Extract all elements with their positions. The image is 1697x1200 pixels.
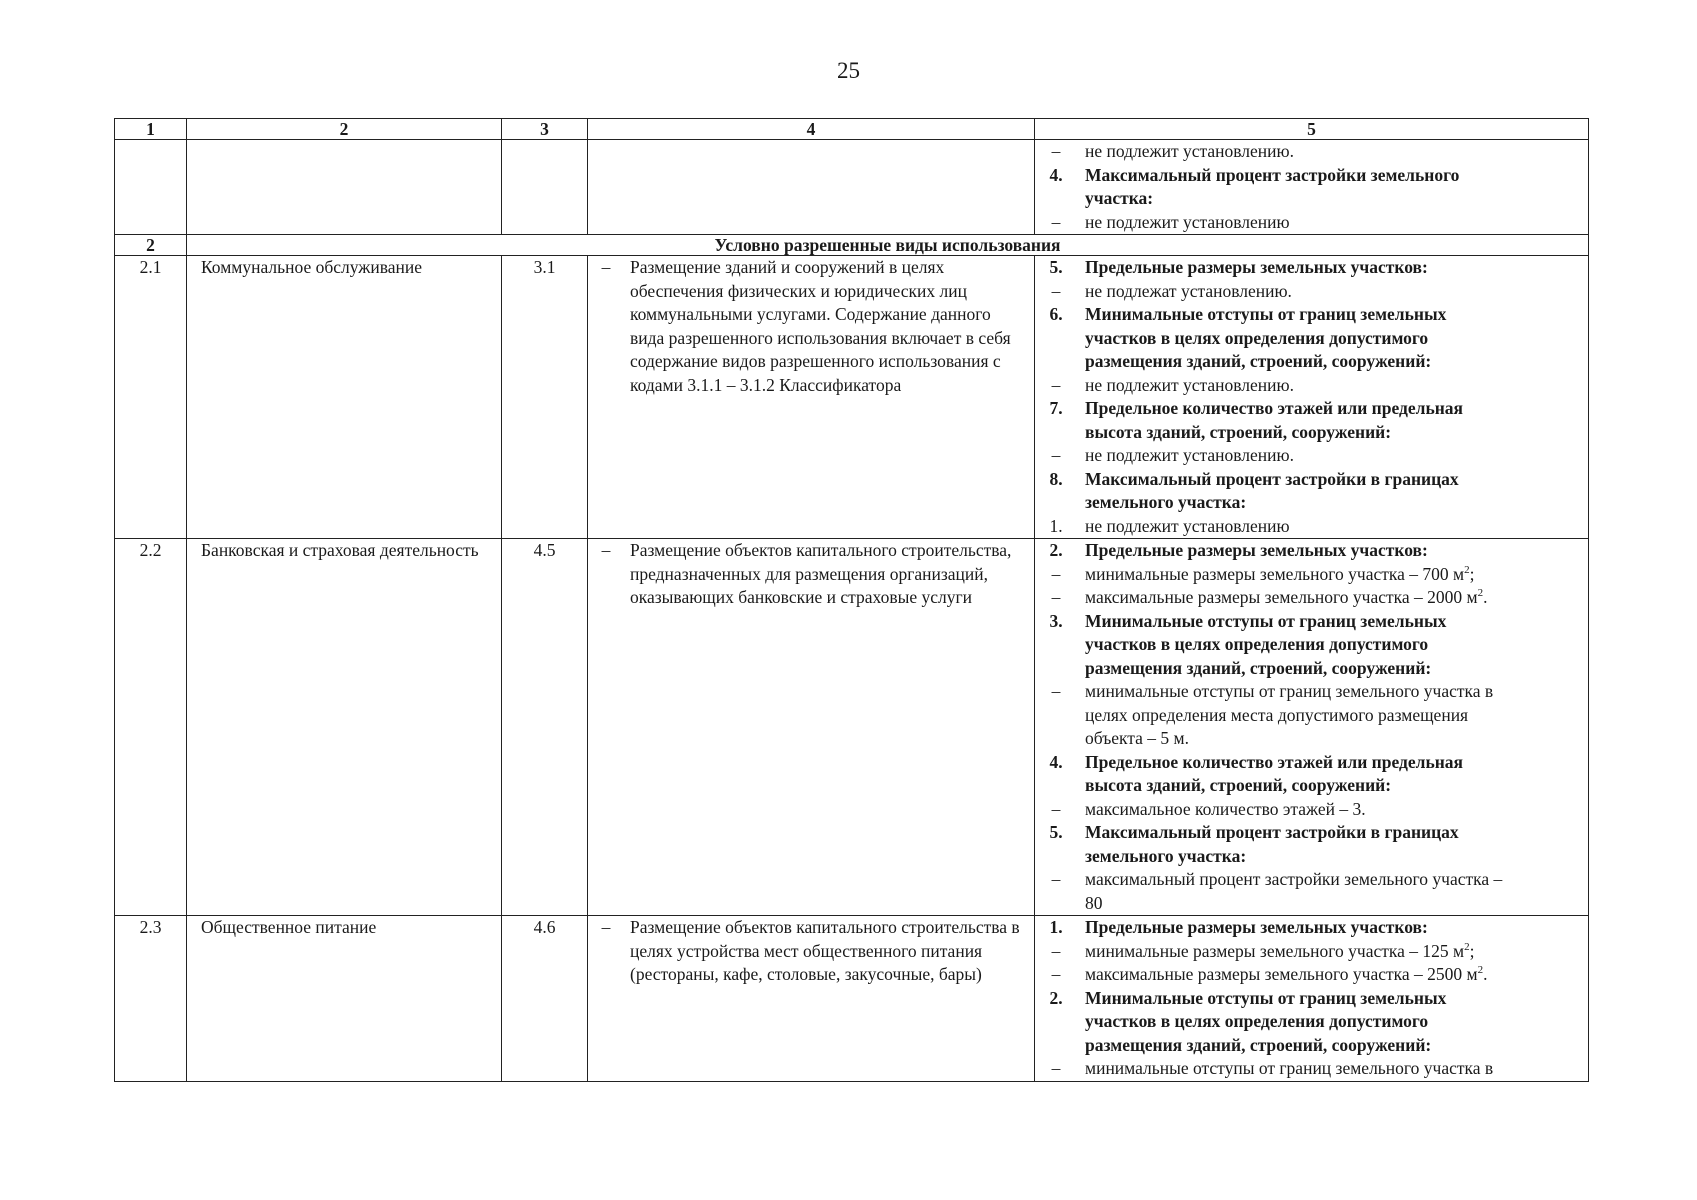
header-cell: 2 (187, 119, 502, 140)
superscript: 2 (1477, 964, 1484, 977)
use-type-name: Банковская и страховая деятельность (187, 539, 502, 916)
punctuation: ; (1469, 940, 1475, 961)
page-number: 25 (837, 58, 860, 83)
param-text: максимальные размеры земельного участка – 2000 м (1085, 587, 1478, 607)
param-line (1041, 680, 1582, 704)
header-cell: 3 (502, 119, 588, 140)
param-text: Максимальный процент застройки в границах (1085, 468, 1459, 489)
description-text: Размещение объектов капитального строительства, предназначенных для размещения организаций, оказывающих банковские и страховые услуги (630, 540, 1012, 607)
param-text: не подлежит установлению. (1085, 141, 1294, 161)
param-text: участка: (1085, 188, 1154, 208)
classifier-code: 4.5 (502, 539, 588, 916)
list-marker: – (1051, 869, 1061, 889)
param-line (1041, 327, 1582, 351)
param-line (1041, 303, 1582, 327)
param-line (1041, 421, 1582, 445)
superscript: 2 (1464, 940, 1470, 953)
param-line (1041, 397, 1582, 421)
param-text: размещения зданий, строений, сооружений: (1085, 351, 1432, 371)
param-line (1041, 374, 1582, 398)
empty-cell (187, 140, 502, 235)
description-text: Размещение зданий и сооружений в целях обеспечения физических и юридических лиц коммунальными услугами. Содержание данного вида разрешенного использования включает в себя содержание видов разрешенного использования с кодами 3.1.1 – 3.1.2 Классификатора (630, 257, 1011, 395)
param-text: максимальный процент застройки земельного участка – (1085, 869, 1503, 889)
param-text: минимальные отступы от границ земельного участка в (1085, 1058, 1494, 1078)
param-text: Предельное количество этажей или предельная (1085, 751, 1464, 772)
param-line (1041, 586, 1582, 610)
list-marker: 2. (1049, 987, 1063, 1008)
list-marker: – (1051, 563, 1061, 584)
header-row (115, 119, 1589, 140)
param-line (1041, 868, 1582, 892)
param-text: минимальные размеры земельного участка – 700 м (1085, 563, 1465, 584)
list-marker: 1. (1049, 917, 1063, 937)
param-line (1041, 963, 1582, 987)
param-text: Максимальный процент застройки в границах (1085, 822, 1459, 842)
dash-marker: – (601, 917, 611, 937)
param-line (1041, 633, 1582, 657)
param-text: Предельные размеры земельных участков: (1085, 540, 1428, 560)
params-cell (1035, 539, 1589, 916)
list-marker: – (1051, 587, 1061, 607)
use-type-name: Коммунальное обслуживание (187, 256, 502, 539)
row-number: 2.2 (115, 539, 187, 916)
section-number: 2 (115, 235, 187, 256)
param-line (1041, 774, 1582, 798)
param-text: участков в целях определения допустимого (1085, 327, 1429, 348)
description-text: Размещение объектов капитального строительства в целях устройства мест общественного питания (рестораны, кафе, столовые, закусочные, бары) (630, 917, 1020, 984)
param-line (1041, 657, 1582, 681)
param-text: земельного участка: (1085, 845, 1247, 866)
table-row (115, 256, 1589, 539)
param-text: Предельные размеры земельных участков: (1085, 257, 1428, 277)
empty-cell (502, 140, 588, 235)
param-text: не подлежит установлению (1085, 515, 1290, 536)
params-cell (1035, 256, 1589, 539)
param-line (1041, 468, 1582, 492)
param-text: высота зданий, строений, сооружений: (1085, 421, 1392, 442)
param-text: 80 (1085, 892, 1103, 913)
description (594, 256, 1028, 397)
classifier-code: 4.6 (502, 916, 588, 1082)
param-text: Предельное количество этажей или предельная (1085, 398, 1464, 418)
param-text: не подлежит установлению. (1085, 445, 1294, 465)
param-line (1041, 845, 1582, 869)
list-marker: – (1051, 798, 1061, 819)
dash-marker: – (601, 257, 611, 277)
param-line (1041, 280, 1582, 304)
superscript: 2 (1477, 587, 1484, 600)
list-marker: – (1051, 964, 1061, 984)
param-line (1041, 892, 1582, 916)
param-text: целях определения места допустимого размещения (1085, 704, 1469, 725)
row-number: 2.1 (115, 256, 187, 539)
dash-marker: – (601, 540, 611, 560)
param-line (1041, 187, 1582, 211)
param-line (1041, 140, 1582, 164)
param-line (1041, 940, 1582, 964)
list-marker: – (1051, 1058, 1061, 1078)
list-marker: 7. (1049, 398, 1063, 418)
param-text: размещения зданий, строений, сооружений: (1085, 1034, 1432, 1055)
param-line (1041, 1034, 1582, 1058)
list-marker: 4. (1049, 164, 1063, 185)
param-text: Максимальный процент застройки земельного (1085, 164, 1460, 185)
param-line (1041, 491, 1582, 515)
list-marker: – (1051, 374, 1061, 395)
param-line (1041, 987, 1582, 1011)
superscript: 2 (1464, 563, 1470, 576)
param-text: размещения зданий, строений, сооружений: (1085, 657, 1432, 678)
param-line (1041, 704, 1582, 728)
list-marker: 5. (1049, 257, 1063, 277)
param-line (1041, 1010, 1582, 1034)
param-text: участков в целях определения допустимого (1085, 634, 1429, 654)
list-marker: – (1051, 445, 1061, 465)
list-marker: 6. (1049, 304, 1063, 324)
section-row (115, 235, 1589, 256)
param-text: максимальные размеры земельного участка – 2500 м (1085, 964, 1478, 984)
punctuation: . (1483, 587, 1488, 607)
list-marker: 4. (1049, 751, 1063, 772)
param-text: Предельные размеры земельных участков: (1085, 917, 1428, 937)
description-cell (588, 256, 1035, 539)
classifier-code: 3.1 (502, 256, 588, 539)
params-cell (1035, 140, 1589, 235)
param-text: земельного участка: (1085, 492, 1247, 512)
param-line (1041, 916, 1582, 940)
list-marker: 3. (1049, 610, 1063, 631)
param-line (1041, 444, 1582, 468)
description-cell (588, 539, 1035, 916)
table-row (115, 916, 1589, 1082)
param-text: Минимальные отступы от границ земельных (1085, 987, 1447, 1008)
list-marker: 2. (1049, 540, 1063, 560)
param-text: минимальные размеры земельного участка – 125 м (1085, 940, 1465, 961)
param-line (1041, 563, 1582, 587)
empty-cell (115, 140, 187, 235)
header-cell: 4 (588, 119, 1035, 140)
param-text: максимальное количество этажей – 3. (1085, 798, 1366, 819)
row-number: 2.3 (115, 916, 187, 1082)
param-text: Минимальные отступы от границ земельных (1085, 304, 1447, 324)
param-text: высота зданий, строений, сооружений: (1085, 775, 1392, 795)
param-line (1041, 610, 1582, 634)
param-line (1041, 798, 1582, 822)
list-marker: 1. (1049, 515, 1063, 536)
param-line (1041, 211, 1582, 235)
description (594, 539, 1028, 610)
land-use-table (114, 118, 1589, 1082)
param-line (1041, 164, 1582, 188)
param-text: не подлежат установлению. (1085, 280, 1292, 301)
param-line (1041, 821, 1582, 845)
list-marker: – (1051, 940, 1061, 961)
list-marker: – (1051, 211, 1061, 232)
list-marker: – (1051, 141, 1061, 161)
use-type-name: Общественное питание (187, 916, 502, 1082)
param-text: не подлежит установлению (1085, 211, 1290, 232)
list-marker: 5. (1049, 822, 1063, 842)
param-text: Минимальные отступы от границ земельных (1085, 610, 1447, 631)
param-text: не подлежит установлению. (1085, 374, 1294, 395)
params-cell (1035, 916, 1589, 1082)
param-line (1041, 751, 1582, 775)
header-cell: 1 (115, 119, 187, 140)
list-marker: – (1051, 280, 1061, 301)
param-line (1041, 539, 1582, 563)
list-marker: 8. (1049, 468, 1063, 489)
description (594, 916, 1028, 987)
param-line (1041, 515, 1582, 539)
param-line (1041, 350, 1582, 374)
punctuation: . (1483, 964, 1488, 984)
param-text: минимальные отступы от границ земельного участка в (1085, 681, 1494, 701)
empty-cell (588, 140, 1035, 235)
table-row (115, 539, 1589, 916)
description-cell (588, 916, 1035, 1082)
punctuation: ; (1469, 563, 1475, 584)
param-text: участков в целях определения допустимого (1085, 1011, 1429, 1031)
continuation-row (115, 140, 1589, 235)
param-line (1041, 256, 1582, 280)
param-line (1041, 1057, 1582, 1081)
section-title: Условно разрешенные виды использования (187, 235, 1589, 256)
list-marker: – (1051, 681, 1061, 701)
header-cell: 5 (1035, 119, 1589, 140)
param-line (1041, 727, 1582, 751)
param-text: объекта – 5 м. (1085, 728, 1190, 748)
